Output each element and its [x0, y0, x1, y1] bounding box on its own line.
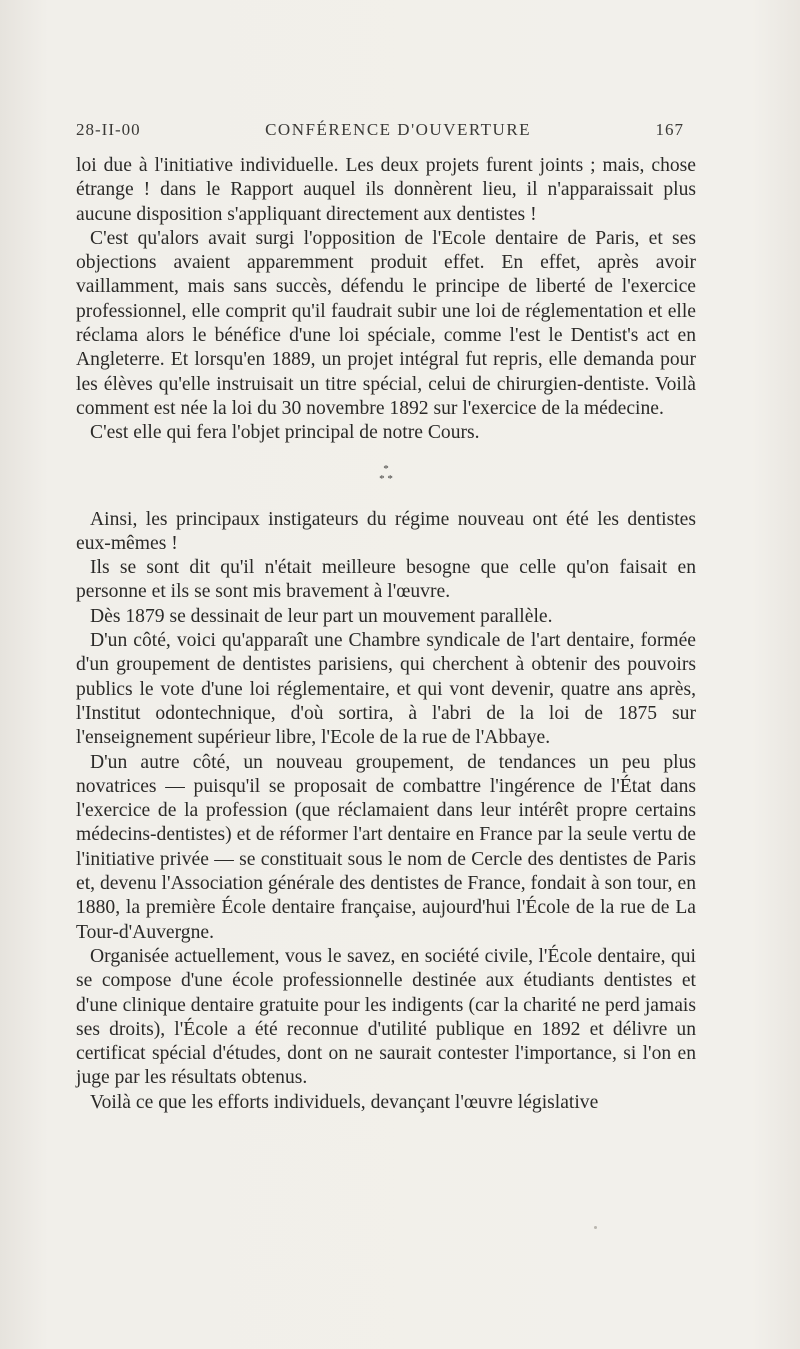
- separator-asterisk-top: *: [383, 462, 389, 475]
- separator-asterisks-bottom: * *: [379, 472, 393, 485]
- section-separator: [76, 464, 696, 484]
- paragraph: Ainsi, les principaux instigateurs du régime nouveau ont été les dentistes eux-mêmes !: [76, 508, 696, 554]
- running-header: [76, 120, 684, 140]
- paper-speck: [594, 1226, 597, 1229]
- header-title: CONFÉRENCE D'OUVERTURE: [265, 120, 532, 139]
- paragraph: C'est elle qui fera l'objet principal de notre Cours.: [90, 422, 480, 444]
- paragraph: loi due à l'initiative individuelle. Les deux projets furent joints ; mais, chose étrange ! dans le Rapport auquel ils donnèrent lieu, il n'apparaissait plus aucune disposition s'appliquant directement aux dentistes !: [76, 155, 696, 225]
- body-text: [76, 154, 696, 1115]
- header-date: 28-II-00: [76, 120, 141, 139]
- paragraph: D'un côté, voici qu'apparaît une Chambre syndicale de l'art dentaire, formée d'un groupement de dentistes parisiens, qui cherchent à obtenir des pouvoirs publics le vote d'une loi réglementaire, et qui vont devenir, quatre ans après, l'Institut odontechnique, d'où sortira, à l'abri de la loi de 1875 sur l'enseignement supérieur libre, l'Ecole de la rue de l'Abbaye.: [76, 630, 696, 749]
- paragraph: Voilà ce que les efforts individuels, devançant l'œuvre législative: [90, 1091, 599, 1113]
- paragraph: Dès 1879 se dessinait de leur part un mouvement parallèle.: [90, 605, 553, 627]
- paragraph: Organisée actuellement, vous le savez, en société civile, l'École dentaire, qui se compose d'une école professionnelle destinée aux étudiants dentistes et d'une clinique dentaire gratuite pour les indigents (car la charité ne perd jamais ses droits), l'École a été reconnue d'utilité publique en 1892 et délivre un certificat spécial d'études, dont on ne saurait contester l'importance, si l'on en juge par les résultats obtenus.: [76, 945, 696, 1089]
- paragraph: D'un autre côté, un nouveau groupement, de tendances un peu plus novatrices — puisqu'il se proposait de combattre l'ingérence de l'État dans l'exercice de la profession (que réclamaient dans leur intérêt propre certains médecins-dentistes) et de réformer l'art dentaire en France par la seule vertu de l'initiative privée — se constituait sous le nom de Cercle des dentistes de Paris et, devenu l'Association générale des dentistes de France, fondait à son tour, en 1880, la première École dentaire française, aujourd'hui l'École de la rue de La Tour-d'Auvergne.: [76, 751, 696, 943]
- paragraph: Ils se sont dit qu'il n'était meilleure besogne que celle qu'on faisait en personne et ils se sont mis bravement à l'œuvre.: [76, 557, 696, 603]
- page-number: 167: [655, 120, 684, 139]
- paragraph: C'est qu'alors avait surgi l'opposition de l'Ecole dentaire de Paris, et ses objections avaient apparemment produit effet. En effet, après avoir vaillamment, mais sans succès, défendu le principe de liberté de l'exercice professionnel, elle comprit qu'il faudrait subir une loi de réglementation et elle réclama alors le bénéfice d'une loi spéciale, comme l'est le Dentist's act en Angleterre. Et lorsqu'en 1889, un projet intégral fut repris, elle demanda pour les élèves qu'elle instruisait un titre spécial, celui de chirurgien-dentiste. Voilà comment est née la loi du 30 novembre 1892 sur l'exercice de la médecine.: [76, 227, 696, 419]
